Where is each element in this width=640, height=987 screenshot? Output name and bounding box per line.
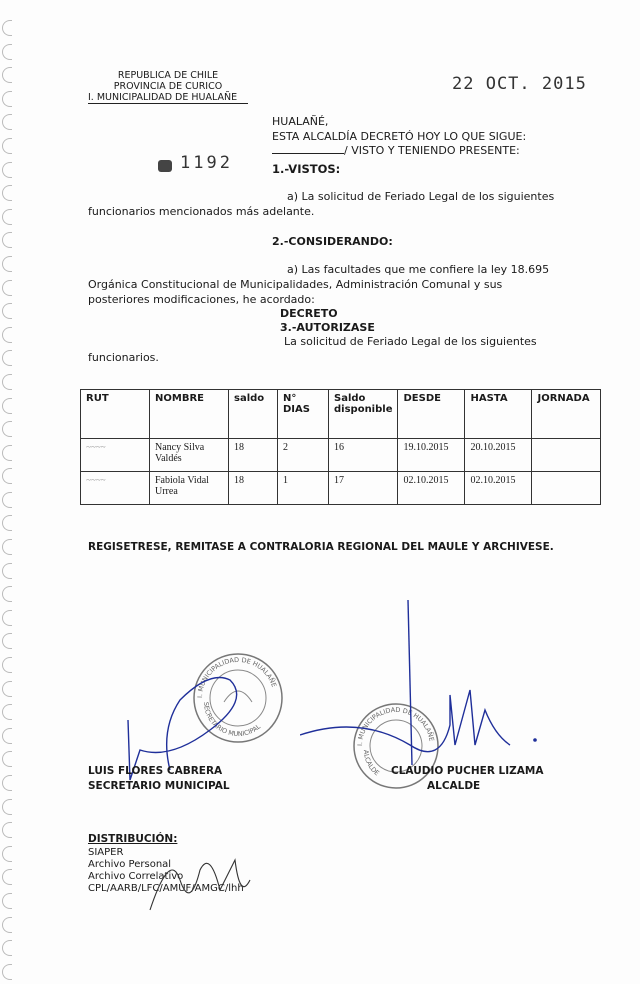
mayor-name: CLAUDIO PUCHER LIZAMA bbox=[391, 765, 544, 777]
binder-hole bbox=[2, 445, 12, 461]
cell-nombre: Fabiola Vidal Urrea bbox=[150, 472, 229, 505]
decreto-text-rest: funcionarios. bbox=[88, 351, 159, 364]
seal-right-bottom-text: ALCALDE bbox=[361, 749, 381, 778]
initials-signature bbox=[140, 840, 260, 920]
binder-hole bbox=[2, 91, 12, 107]
binder-hole bbox=[2, 728, 12, 744]
binder-holes bbox=[2, 20, 16, 987]
binder-hole bbox=[2, 20, 12, 36]
cell-hasta: 20.10.2015 bbox=[465, 439, 532, 472]
binder-hole bbox=[2, 822, 12, 838]
binder-hole bbox=[2, 303, 12, 319]
decreto-text-first: La solicitud de Feriado Legal de los siguientes bbox=[284, 335, 537, 348]
binder-hole bbox=[2, 893, 12, 909]
vistos-a-rest: funcionarios mencionados más adelante. bbox=[88, 205, 315, 218]
cell-saldo: 18 bbox=[229, 472, 278, 505]
stamp-mark bbox=[158, 160, 172, 172]
binder-hole bbox=[2, 586, 12, 602]
cell-jornada bbox=[532, 472, 601, 505]
autorizase-title: 3.-AUTORIZASE bbox=[280, 321, 375, 334]
binder-hole bbox=[2, 256, 12, 272]
binder-hole bbox=[2, 917, 12, 933]
considerando-a-line2: Orgánica Constitucional de Municipalidades, Administración Comunal y sus bbox=[88, 278, 503, 291]
considerando-title: 2.-CONSIDERANDO: bbox=[272, 235, 393, 248]
binder-hole bbox=[2, 799, 12, 815]
secretary-name: LUIS FLORES CABRERA bbox=[88, 765, 223, 777]
binder-hole bbox=[2, 751, 12, 767]
col-saldo: saldo bbox=[229, 390, 278, 439]
closing-statement: REGISETRESE, REMITASE A CONTRALORIA REGIONAL DEL MAULE Y ARCHIVESE. bbox=[88, 541, 554, 553]
cell-desde: 19.10.2015 bbox=[398, 439, 465, 472]
seal-left-bottom-text: SECRETARIO MUNICIPAL bbox=[201, 701, 263, 739]
list-item: SIAPER bbox=[88, 847, 124, 858]
distribution-title: DISTRIBUCIÓN: bbox=[88, 833, 178, 845]
mayor-title: ALCALDE bbox=[427, 780, 481, 792]
binder-hole bbox=[2, 681, 12, 697]
considerando-a-first: a) Las facultades que me confiere la ley 18.695 bbox=[287, 263, 550, 276]
decree-number: 1192 bbox=[180, 153, 233, 173]
binder-hole bbox=[2, 185, 12, 201]
binder-hole bbox=[2, 940, 12, 956]
cell-desde: 02.10.2015 bbox=[398, 472, 465, 505]
letterhead-line-3: I. MUNICIPALIDAD DE HUALAÑE bbox=[88, 92, 248, 104]
vistos-title: 1.-VISTOS: bbox=[272, 162, 341, 176]
table-row bbox=[81, 472, 601, 505]
binder-hole bbox=[2, 280, 12, 296]
col-dias: N° DIAS bbox=[278, 390, 329, 439]
place-line: HUALAÑÉ, bbox=[272, 115, 329, 128]
binder-hole bbox=[2, 492, 12, 508]
binder-hole bbox=[2, 775, 12, 791]
date-stamp: 22 OCT. 2015 bbox=[452, 74, 587, 94]
binder-hole bbox=[2, 515, 12, 531]
table-header-row bbox=[81, 390, 601, 439]
binder-hole bbox=[2, 232, 12, 248]
binder-hole bbox=[2, 704, 12, 720]
secretary-title: SECRETARIO MUNICIPAL bbox=[88, 780, 230, 792]
binder-hole bbox=[2, 138, 12, 154]
table-row bbox=[81, 439, 601, 472]
visto-line: VISTO Y TENIENDO PRESENTE: bbox=[351, 144, 520, 157]
list-item: Archivo Personal bbox=[88, 859, 172, 870]
decreto-title: DECRETO bbox=[280, 307, 338, 320]
binder-hole bbox=[2, 563, 12, 579]
letterhead-line-1: REPUBLICA DE CHILE bbox=[117, 70, 219, 81]
binder-hole bbox=[2, 162, 12, 178]
cell-disponible: 16 bbox=[329, 439, 398, 472]
binder-hole bbox=[2, 539, 12, 555]
cell-dias: 1 bbox=[278, 472, 329, 505]
binder-hole bbox=[2, 633, 12, 649]
letterhead-line-2: PROVINCIA DE CURICO bbox=[113, 81, 223, 92]
binder-hole bbox=[2, 657, 12, 673]
letterhead bbox=[88, 70, 248, 104]
rut-redacted: ~~~~ bbox=[81, 472, 150, 505]
col-rut: RUT bbox=[81, 390, 150, 439]
binder-hole bbox=[2, 610, 12, 626]
binder-hole bbox=[2, 421, 12, 437]
cell-dias: 2 bbox=[278, 439, 329, 472]
binder-hole bbox=[2, 846, 12, 862]
col-desde: DESDE bbox=[398, 390, 465, 439]
binder-hole bbox=[2, 869, 12, 885]
binder-hole bbox=[2, 964, 12, 980]
col-jornada: JORNADA bbox=[532, 390, 601, 439]
binder-hole bbox=[2, 398, 12, 414]
cell-hasta: 02.10.2015 bbox=[465, 472, 532, 505]
seal-right-top-text: I. MUNICIPALIDAD DE HUALAÑE bbox=[355, 705, 436, 747]
document-page: REPUBLICA DE CHILE PROVINCIA DE CURICO I. MUNICIPALIDAD DE HUALAÑE 22 OCT. 2015 HUALAÑÉ, ESTA ALCALDÍA DECRETÓ HOY LO QUE SIGUE: / VISTO Y TENIENDO PRESENTE: 1192 1.-VISTOS: a) La solicitud de Feriado Legal de los siguientes funcionarios mencionados más adelante. 2.-CONSIDERANDO: a) Las facultades que me confiere la ley 18.695 Orgánica Constitucional de Municipalidades, Administración Comunal y sus posteriores modificaciones, he acordado: DECRETO 3.-AUTORIZASE La solicitud de Feriado Legal de los siguientes funcionarios. RUT NOMBRE saldo N° DIAS Saldo disponible DESDE HASTA JORNADA ~~~~ Nancy Silva Valdés 18 2 16 19.10.2015 20.10.2015 ~~~~ Fabiola Vidal Urrea 18 1 17 02.10.2015 02.10.2015 REGISETRESE, REMITASE A CONTRALORIA REGIONAL DEL MAULE Y ARCHIVESE. I. MUNICIPALIDAD DE HUALAÑE SECRETARIO MUNICIPAL I. MUNICIPALIDAD DE HUALAÑE ALCALDE LUIS FLORES CABRERA SECRETARIO MUNICIPAL CLAUDIO PUCHER LIZAMA ALCALDE DISTRIBUCIÓN: SIAPER Archivo Personal Archivo Correlativo CPL/AARB/LFC/AMUF/AMGC/lhh bbox=[0, 0, 640, 984]
list-item: Archivo Correlativo bbox=[88, 871, 184, 882]
rut-redacted: ~~~~ bbox=[81, 439, 150, 472]
binder-hole bbox=[2, 209, 12, 225]
decree-intro: ESTA ALCALDÍA DECRETÓ HOY LO QUE SIGUE: bbox=[272, 130, 527, 143]
col-disponible: Saldo disponible bbox=[329, 390, 398, 439]
mayor-signature bbox=[300, 595, 550, 785]
binder-hole bbox=[2, 114, 12, 130]
col-nombre: NOMBRE bbox=[150, 390, 229, 439]
cell-disponible: 17 bbox=[329, 472, 398, 505]
leave-table bbox=[80, 389, 601, 505]
cell-jornada bbox=[532, 439, 601, 472]
blank-line bbox=[272, 153, 344, 154]
binder-hole bbox=[2, 67, 12, 83]
col-hasta: HASTA bbox=[465, 390, 532, 439]
seal-left-top-text: I. MUNICIPALIDAD DE HUALAÑE bbox=[195, 655, 279, 699]
binder-hole bbox=[2, 468, 12, 484]
cell-nombre: Nancy Silva Valdés bbox=[150, 439, 229, 472]
list-item: CPL/AARB/LFC/AMUF/AMGC/lhh bbox=[88, 883, 244, 894]
vistos-a-first: a) La solicitud de Feriado Legal de los siguientes bbox=[287, 190, 555, 203]
considerando-a-line3: posteriores modificaciones, he acordado: bbox=[88, 293, 315, 306]
binder-hole bbox=[2, 44, 12, 60]
binder-hole bbox=[2, 350, 12, 366]
binder-hole bbox=[2, 327, 12, 343]
binder-hole bbox=[2, 374, 12, 390]
cell-saldo: 18 bbox=[229, 439, 278, 472]
